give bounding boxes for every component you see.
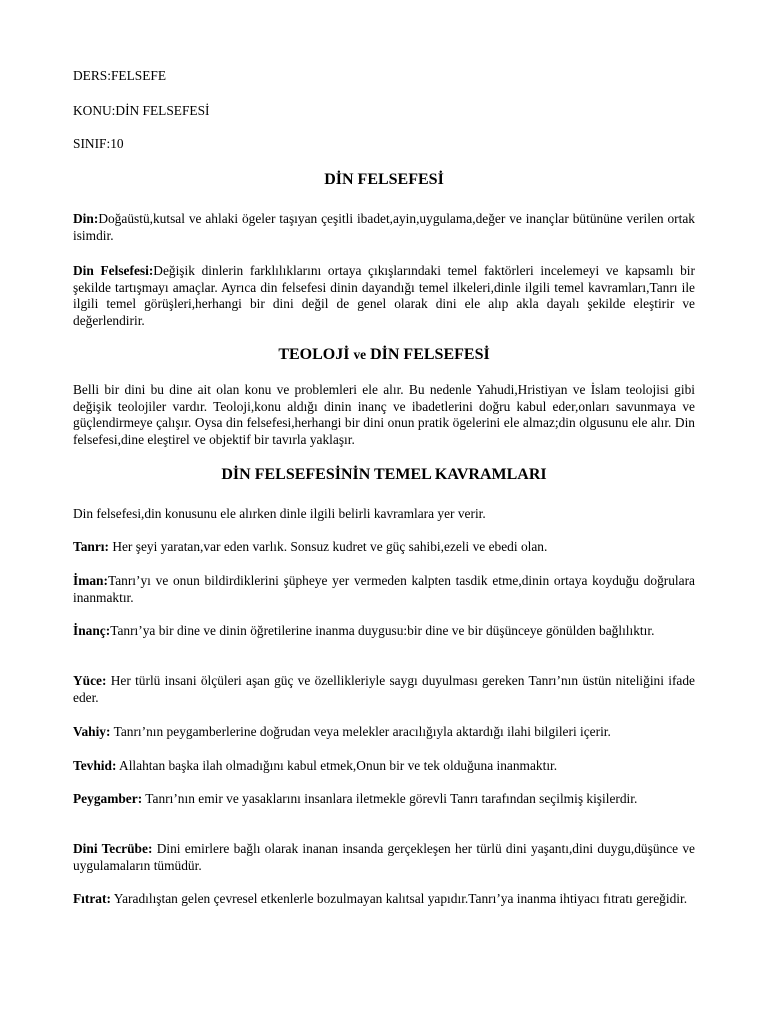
definition-term: Din Felsefesi: [73, 263, 154, 278]
section-heading-part: TEOLOJİ [278, 346, 350, 363]
concept-term: Tevhid: [73, 758, 117, 773]
document-title: DİN FELSEFESİ [324, 171, 444, 188]
section-heading-connector: ve [353, 347, 367, 362]
class-label: SINIF:10 [73, 136, 124, 151]
concept-tevhid [73, 758, 695, 775]
concept-text: Tanrı’ya bir dine ve dinin öğretilerine inanma duygusu:bir dine ve bir düşünceye gönülden bağlılıktır. [110, 623, 655, 638]
concept-text: Her şeyi yaratan,var eden varlık. Sonsuz kudret ve güç sahibi,ezeli ve ebedi olan. [108, 539, 548, 554]
section-heading-part: DİN FELSEFESİ [370, 346, 490, 363]
concept-term: Vahiy: [73, 724, 111, 739]
concept-dini-tecrube [73, 841, 695, 874]
concept-text: Tanrı’nın peygamberlerine doğrudan veya melekler aracılığıyla aktardığı ilahi bilgileri içerir. [110, 724, 611, 739]
topic-label: KONU:DİN FELSEFESİ [73, 103, 210, 118]
course-label: DERS:FELSEFE [73, 68, 167, 83]
concept-yuce [73, 673, 695, 706]
concept-term: Tanrı: [73, 539, 109, 554]
concept-tanri [73, 539, 695, 556]
concept-term: İman: [73, 573, 108, 588]
section-heading-kavramlar: DİN FELSEFESİNİN TEMEL KAVRAMLARI [221, 466, 547, 483]
concept-text: Dini emirlere bağlı olarak inanan insanda gerçekleşen her türlü dini yaşantı,dini duygu,düşünce ve uygulamaların tümüdür. [73, 841, 696, 873]
concept-term: Peygamber: [73, 791, 143, 806]
concept-text: Her türlü insani ölçüleri aşan güç ve özellikleriyle saygı duyulması gereken Tanrı’nın üstün niteliğini ifade eder. [73, 673, 695, 705]
concept-text: Allahtan başka ilah olmadığını kabul etmek,Onun bir ve tek olduğuna inanmaktır. [116, 758, 558, 773]
definition-text: Değişik dinlerin farklılıklarını ortaya çıkışlarındaki temel faktörleri incelemeyi ve kapsamlı bir şekilde tartışmayı amaçlar. Ayrıca din felsefesi dinin dayandığı temel ilkeleri,dinle ilgili temel kavramları,Tanrı ile ilgili temel görüşleri,herhangi bir dini değil de genel olarak dini ele alıp akla dayalı şekilde eleştirir ve değerlendirir. [73, 263, 695, 328]
concept-text: Tanrı’nın emir ve yasaklarını insanlara iletmekle görevli Tanrı tarafından seçilmiş kişilerdir. [142, 791, 638, 806]
concept-text: Yaradılıştan gelen çevresel etkenlerle bozulmayan kalıtsal yapıdır.Tanrı’ya inanma ihtiyacı fıtratı gereğidir. [110, 891, 688, 906]
definition-text: Doğaüstü,kutsal ve ahlaki ögeler taşıyan çeşitli ibadet,ayin,uygulama,değer ve inançlar bütününe verilen ortak isimdir. [73, 211, 695, 243]
definition-din [73, 211, 695, 244]
concept-term: Dini Tecrübe: [73, 841, 153, 856]
concept-term: Yüce: [73, 673, 107, 688]
definition-din-felsefesi [73, 263, 695, 329]
concept-peygamber [73, 791, 695, 808]
concept-term: Fıtrat: [73, 891, 111, 906]
teoloji-paragraph: Belli bir dini bu dine ait olan konu ve problemleri ele alır. Bu nedenle Yahudi,Hristiyan ve İslam teolojisi gibi değişik teolojiler vardır. Teoloji,konu aldığı dinin inanç ve ibadetlerini doğru kabul eder,onları savunmaya ve güçlendirmeye çalışır. Oysa din felsefesi,herhangi bir dini onun pratik ögelerini ele almaz;din olgusunu ele alır. Din felsefesi,dine eleştirel ve objektif bir tavırla yaklaşır. [73, 382, 695, 447]
definition-term: Din: [73, 211, 99, 226]
concept-text: Tanrı’yı ve onun bildirdiklerini şüpheye yer vermeden kalpten tasdik etme,dinin ortaya koyduğu doğrulara inanmaktır. [73, 573, 695, 605]
concept-fitrat [73, 891, 695, 908]
concept-term: İnanç: [73, 623, 111, 638]
section-heading-teoloji [73, 346, 695, 364]
concept-vahiy [73, 724, 695, 741]
concept-iman [73, 573, 695, 606]
concept-inanc [73, 623, 695, 640]
kavramlar-intro: Din felsefesi,din konusunu ele alırken dinle ilgili belirli kavramlara yer verir. [73, 506, 486, 521]
